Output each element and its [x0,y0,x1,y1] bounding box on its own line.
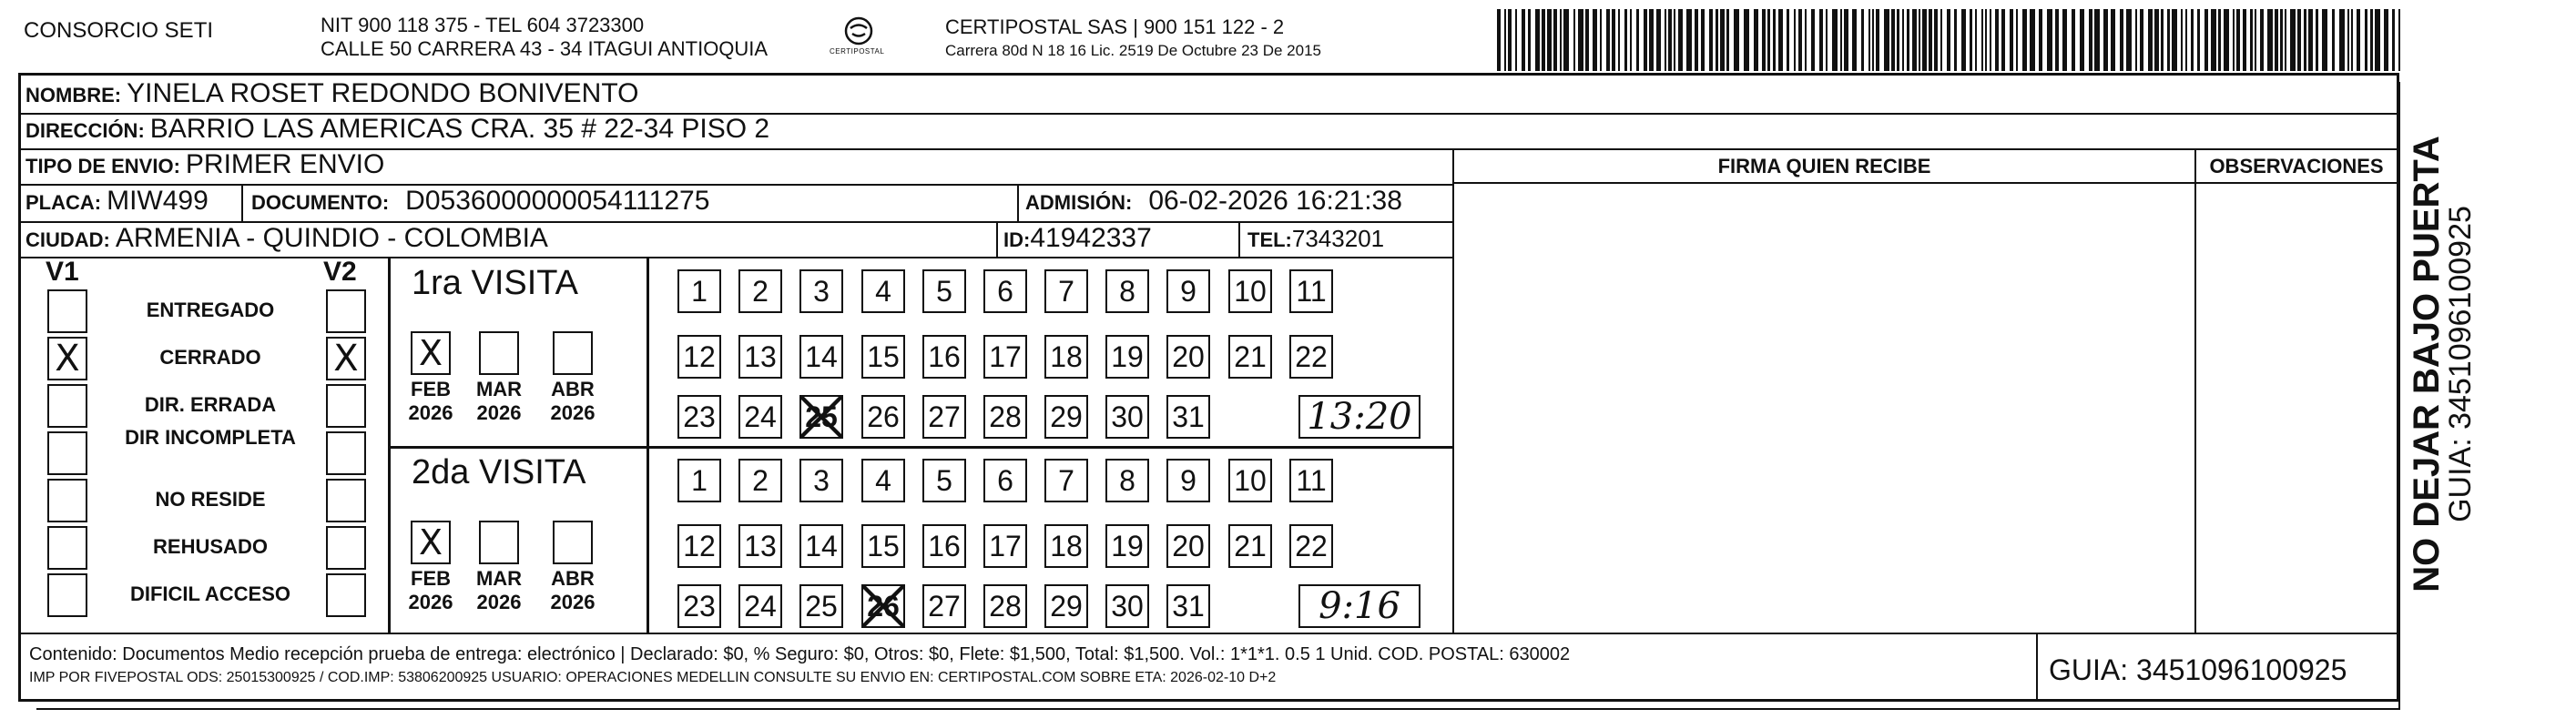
month-year: 2026 [476,401,522,424]
barcode-bar [2392,9,2395,71]
barcode-bar [2120,9,2123,71]
barcode-bar [2185,9,2187,71]
barcode-bar [2370,9,2373,71]
barcode-bar [2332,9,2335,71]
barcode-bar [2181,9,2183,71]
documento-cell [251,186,709,217]
barcode-bar [2398,9,2400,71]
barcode-bar [1744,9,1749,71]
status-label: DIR. ERRADA [144,393,277,416]
barcode-bar [2260,9,2264,71]
day-box[interactable]: 14 [799,335,843,379]
barcode-bar [1665,9,1666,71]
barcode-bar [1773,9,1776,71]
barcode-bar [2255,9,2256,71]
barcode-bar [2236,9,2240,71]
barcode-bar [1573,9,1575,71]
ciudad-label: CIUDAD: [25,228,110,251]
day-box[interactable]: 23 [677,584,721,628]
barcode-bar [2275,9,2278,71]
day-box[interactable]: 7 [1044,459,1088,502]
side-vertical-band [2403,109,2478,619]
day-box[interactable]: 25 [799,395,843,439]
status-label: DIR INCOMPLETA [125,426,296,449]
day-box[interactable]: 20 [1166,335,1210,379]
v2-checkbox[interactable] [326,384,366,428]
barcode-bar [1630,9,1632,71]
month-checkbox[interactable] [479,521,519,564]
barcode-bar [1668,9,1672,71]
barcode-bar [2347,9,2349,71]
barcode-bar [2154,9,2159,71]
barcode-bar [2322,9,2327,71]
barcode-bar [1929,9,1932,71]
barcode-bar [2285,9,2286,71]
day-box[interactable]: 11 [1289,269,1333,313]
barcode-bar [1497,9,1501,71]
barcode-bar [1876,9,1879,71]
barcode-bar [1975,9,1977,71]
barcode-bar [2094,9,2100,71]
barcode-bar [2224,9,2229,71]
visit-time[interactable]: 13:20 [1298,395,1420,439]
barcode-bar [1897,9,1899,71]
day-box[interactable]: 22 [1289,524,1333,568]
day-box[interactable]: 28 [983,584,1027,628]
barcode-bar [2290,9,2296,71]
barcode-bar [2148,9,2153,71]
barcode-bar [2267,9,2273,71]
barcode-bar [2204,9,2208,71]
barcode-bar [1528,9,1531,71]
nombre-label: NOMBRE: [25,84,122,106]
barcode-bar [2218,9,2221,71]
tipo-row [25,149,384,180]
tipo-value: PRIMER ENVIO [185,149,385,179]
id-cell [1003,223,1152,254]
barcode-bar [1649,9,1654,71]
barcode-bar [1686,9,1692,71]
barcode-bar [1852,9,1857,71]
observaciones-area[interactable] [2197,186,2396,631]
barcode-bar [1701,9,1705,71]
ciudad-row [25,223,548,254]
day-box[interactable]: 24 [738,584,782,628]
nit-line: NIT 900 118 375 - TEL 604 3723300 [321,14,645,36]
documento-label: DOCUMENTO: [251,191,390,214]
day-box[interactable]: 27 [922,584,966,628]
day-box[interactable]: 10 [1228,459,1272,502]
license-line: Carrera 80d N 18 16 Lic. 2519 De Octubre 23 De 2015 [945,42,1321,59]
barcode-bar [2308,9,2313,71]
month-checkbox[interactable] [553,331,593,375]
company-name: CONSORCIO SETI [24,18,214,43]
ciudad-value: ARMENIA - QUINDIO - COLOMBIA [115,223,548,253]
id-label: ID: [1003,228,1031,251]
barcode-bar [1954,9,1957,71]
barcode-bar [1947,9,1950,71]
barcode-bar [2375,9,2380,71]
barcode-bar [1794,9,1796,71]
contenido-line: Contenido: Documentos Medio recepción prueba de entrega: electrónico | Declarado: $0, % Seguro: $0, Otros: $0, Flete: $1,500, Total: $1,500. Vol.: 1*1*1. 0.5 1 Unid. COD. POSTAL: 630002 [29,644,1571,664]
barcode-bar [2316,9,2318,71]
barcode-bar [1981,9,1983,71]
footer-guia: GUIA: 3451096100925 [2049,653,2347,686]
tipo-label: TIPO DE ENVIO: [25,155,180,177]
day-box[interactable]: 19 [1105,335,1149,379]
barcode-bar [2103,9,2108,71]
barcode-bar [1656,9,1661,71]
barcode-bar [2022,9,2027,71]
barcode-bar [1934,9,1938,71]
status-label: REHUSADO [153,535,268,558]
barcode-bar [1798,9,1802,71]
day-box[interactable]: 15 [861,335,905,379]
barcode-bar [1940,9,1942,71]
admision-cell [1025,186,1402,217]
barcode-bar [1787,9,1789,71]
barcode-bar [2304,9,2306,71]
status-label: DIFICIL ACCESO [129,582,290,605]
day-box[interactable]: 6 [983,269,1027,313]
barcode-bar [2062,9,2067,71]
barcode-bar [2197,9,2200,71]
id-value: 41942337 [1030,223,1152,253]
nombre-value: YINELA ROSET REDONDO BONIVENTO [127,78,639,108]
barcode-bar [1553,9,1557,71]
day-box[interactable]: 21 [1228,524,1272,568]
day-box[interactable]: 23 [677,395,721,439]
month-year: 2026 [408,591,453,613]
barcode-bar [2047,9,2052,71]
barcode-bar [1861,9,1864,71]
side-guia-text: GUIA: 3451096100925 [2443,206,2478,522]
day-box[interactable]: 30 [1105,395,1149,439]
day-box[interactable]: 11 [1289,459,1333,502]
barcode-bar [1985,9,1987,71]
day-box[interactable]: 7 [1044,269,1088,313]
barcode-bar [1678,9,1683,71]
barcode-bar [1606,9,1610,71]
day-box[interactable]: 17 [983,524,1027,568]
day-box[interactable]: 4 [861,459,905,502]
no-dejar-text: NO DEJAR BAJO PUERTA [2407,136,2447,592]
barcode-bar [2250,9,2253,71]
barcode-bar [1754,9,1758,71]
barcode-bar [1726,9,1729,71]
barcode-bar [2339,9,2345,71]
placa-cell [25,186,209,217]
day-box[interactable]: 26 [861,584,905,628]
day-box[interactable]: 18 [1044,524,1088,568]
status-label: CERRADO [159,346,261,369]
month-year: 2026 [476,591,522,613]
day-box[interactable]: 20 [1166,524,1210,568]
day-box[interactable]: 27 [922,395,966,439]
tel-label: TEL: [1247,228,1292,251]
day-box[interactable]: 29 [1044,584,1088,628]
month-label: FEB [411,567,451,590]
signature-area[interactable] [1455,186,2193,631]
barcode-bar [1826,9,1828,71]
day-box[interactable]: 25 [799,584,843,628]
barcode-bar [1767,9,1770,71]
barcode-bar [2055,9,2059,71]
day-box[interactable]: 16 [922,524,966,568]
day-box[interactable]: 12 [677,335,721,379]
day-box[interactable]: 3 [799,269,843,313]
direccion-row [25,114,769,145]
barcode-bar [1819,9,1823,71]
barcode-bar [2072,9,2075,71]
barcode-bar [1912,9,1917,71]
barcode-bar [1970,9,1972,71]
barcode-bar [2016,9,2018,71]
v1-checkbox[interactable] [47,479,87,522]
barcode-bar [2357,9,2360,71]
month-checkbox[interactable] [553,521,593,564]
day-box[interactable]: 3 [799,459,843,502]
barcode-bar [1734,9,1739,71]
day-box[interactable]: 13 [738,335,782,379]
barcode-bar [2135,9,2137,71]
day-box[interactable]: 21 [1228,335,1272,379]
v1-checkbox[interactable] [47,431,87,475]
barcode-bar [2030,9,2035,71]
barcode-bar [1872,9,1874,71]
v1-checkbox[interactable] [47,289,87,333]
barcode-bar [2233,9,2235,71]
day-box[interactable]: 19 [1105,524,1149,568]
day-box[interactable]: 31 [1166,584,1210,628]
tel-cell [1247,225,1384,253]
v2-label: V2 [323,257,357,287]
imp-line: IMP POR FIVEPOSTAL ODS: 25015300925 / COD.IMP: 53806200925 USUARIO: OPERACIONES MEDELLIN CONSULTE SU ENVIO EN: CERTIPOSTAL.COM SOBRE ETA: 2026-02-10 D+2 [29,670,1277,685]
day-box[interactable]: 14 [799,524,843,568]
barcode-bar [2001,9,2005,71]
barcode-bar [2211,9,2216,71]
status-label: NO RESIDE [155,488,266,511]
barcode-bar [1907,9,1909,71]
v1-checkbox[interactable] [47,573,87,617]
day-box[interactable]: 8 [1105,269,1149,313]
day-box[interactable]: 8 [1105,459,1149,502]
barcode-bar [1695,9,1698,71]
barcode [1497,9,2409,71]
visit-time[interactable]: 9:16 [1298,584,1420,628]
barcode-bar [2010,9,2013,71]
barcode-bar [1990,9,1991,71]
barcode-bar [1515,9,1517,71]
barcode-bar [1716,9,1718,71]
address-line: CALLE 50 CARRERA 43 - 34 ITAGUI ANTIOQUIA [321,37,769,60]
barcode-bar [2172,9,2177,71]
certipostal-line: CERTIPOSTAL SAS | 900 151 122 - 2 [945,15,1285,38]
v2-checkbox[interactable] [326,526,366,570]
barcode-bar [1832,9,1838,71]
barcode-bar [2243,9,2246,71]
month-label: FEB [411,378,451,400]
month-year: 2026 [550,401,596,424]
barcode-bar [1542,9,1545,71]
barcode-bar [1547,9,1552,71]
day-box[interactable]: 4 [861,269,905,313]
documento-value: D0536000000054111275 [405,186,710,216]
visit2-title: 2da VISITA [412,453,586,491]
barcode-bar [1805,9,1807,71]
barcode-bar [1762,9,1766,71]
v1-label: V1 [46,257,79,287]
month-label: MAR [475,567,523,590]
day-box[interactable]: 2 [738,459,782,502]
barcode-bar [1593,9,1597,71]
barcode-bar [2351,9,2353,71]
barcode-bar [2384,9,2388,71]
day-box[interactable]: 17 [983,335,1027,379]
barcode-bar [1811,9,1815,71]
status-label: ENTREGADO [146,299,275,321]
v2-checkbox[interactable] [326,573,366,617]
day-box[interactable]: 5 [922,269,966,313]
barcode-bar [1535,9,1540,71]
barcode-bar [1891,9,1895,71]
barcode-bar [2280,9,2283,71]
barcode-bar [1995,9,1999,71]
day-box[interactable]: 28 [983,395,1027,439]
barcode-bar [1922,9,1927,71]
v2-checkbox[interactable] [326,479,366,522]
barcode-bar [2126,9,2132,71]
barcode-bar [2140,9,2143,71]
firma-label: FIRMA QUIEN RECIBE [1717,155,1931,177]
barcode-bar [1600,9,1602,71]
barcode-bar [1778,9,1783,71]
admision-value: 06-02-2026 16:21:38 [1148,186,1402,216]
barcode-bar [1884,9,1889,71]
barcode-bar [2191,9,2194,71]
v2-checkbox[interactable] [326,289,366,333]
day-box[interactable]: 26 [861,395,905,439]
day-box[interactable]: 9 [1166,459,1210,502]
day-box[interactable]: 22 [1289,335,1333,379]
barcode-bar [2111,9,2115,71]
barcode-bar [2039,9,2042,71]
day-box[interactable]: 5 [922,459,966,502]
day-box[interactable]: 24 [738,395,782,439]
day-box[interactable]: 13 [738,524,782,568]
day-box[interactable]: 18 [1044,335,1088,379]
logo-caption: CERTIPOSTAL [830,47,885,56]
nombre-row [25,78,638,109]
v1-checkbox[interactable] [47,526,87,570]
barcode-bar [1636,9,1639,71]
barcode-bar [1709,9,1713,71]
barcode-bar [1902,9,1904,71]
barcode-bar [2089,9,2092,71]
day-box[interactable]: 31 [1166,395,1210,439]
barcode-bar [1840,9,1842,71]
day-box[interactable]: 6 [983,459,1027,502]
day-box[interactable]: 29 [1044,395,1088,439]
barcode-bar [1844,9,1848,71]
barcode-bar [1919,9,1920,71]
barcode-bar [1585,9,1589,71]
barcode-bar [1560,9,1562,71]
day-box[interactable]: 15 [861,524,905,568]
tel-value: 7343201 [1291,225,1385,252]
barcode-bar [1578,9,1583,71]
barcode-bar [1612,9,1615,71]
barcode-bar [1961,9,1966,71]
day-box[interactable]: 2 [738,269,782,313]
barcode-bar [1508,9,1512,71]
barcode-bar [2161,9,2164,71]
day-box[interactable]: 1 [677,269,721,313]
barcode-bar [1504,9,1506,71]
observaciones-label: OBSERVACIONES [2209,155,2384,177]
day-box[interactable]: 9 [1166,269,1210,313]
month-checkbox[interactable]: X [411,521,451,564]
barcode-bar [1522,9,1525,71]
day-box[interactable]: 30 [1105,584,1149,628]
barcode-bar [1618,9,1620,71]
direccion-label: DIRECCIÓN: [25,119,145,142]
barcode-bar [2297,9,2301,71]
month-label: ABR [551,378,595,400]
barcode-bar [1720,9,1725,71]
month-year: 2026 [550,591,596,613]
barcode-bar [2080,9,2084,71]
day-box[interactable]: 10 [1228,269,1272,313]
day-box[interactable]: 1 [677,459,721,502]
barcode-bar [1644,9,1647,71]
day-box[interactable]: 12 [677,524,721,568]
barcode-bar [1868,9,1870,71]
v2-checkbox[interactable]: X [326,337,366,380]
placa-label: PLACA: [25,191,102,214]
month-label: MAR [475,378,523,400]
barcode-bar [1563,9,1569,71]
v1-checkbox[interactable] [47,384,87,428]
month-year: 2026 [408,401,453,424]
admision-label: ADMISIÓN: [1025,191,1133,214]
visit1-title: 1ra VISITA [412,264,579,302]
month-label: ABR [551,567,595,590]
month-checkbox[interactable]: X [411,331,451,375]
barcode-bar [1624,9,1627,71]
barcode-bar [2365,9,2367,71]
direccion-value: BARRIO LAS AMERICAS CRA. 35 # 22-34 PISO 2 [149,114,770,144]
month-checkbox[interactable] [479,331,519,375]
barcode-bar [2167,9,2170,71]
v1-checkbox[interactable]: X [47,337,87,380]
day-box[interactable]: 16 [922,335,966,379]
placa-value: MIW499 [107,186,209,216]
v2-checkbox[interactable] [326,431,366,475]
barcode-bar [1674,9,1675,71]
